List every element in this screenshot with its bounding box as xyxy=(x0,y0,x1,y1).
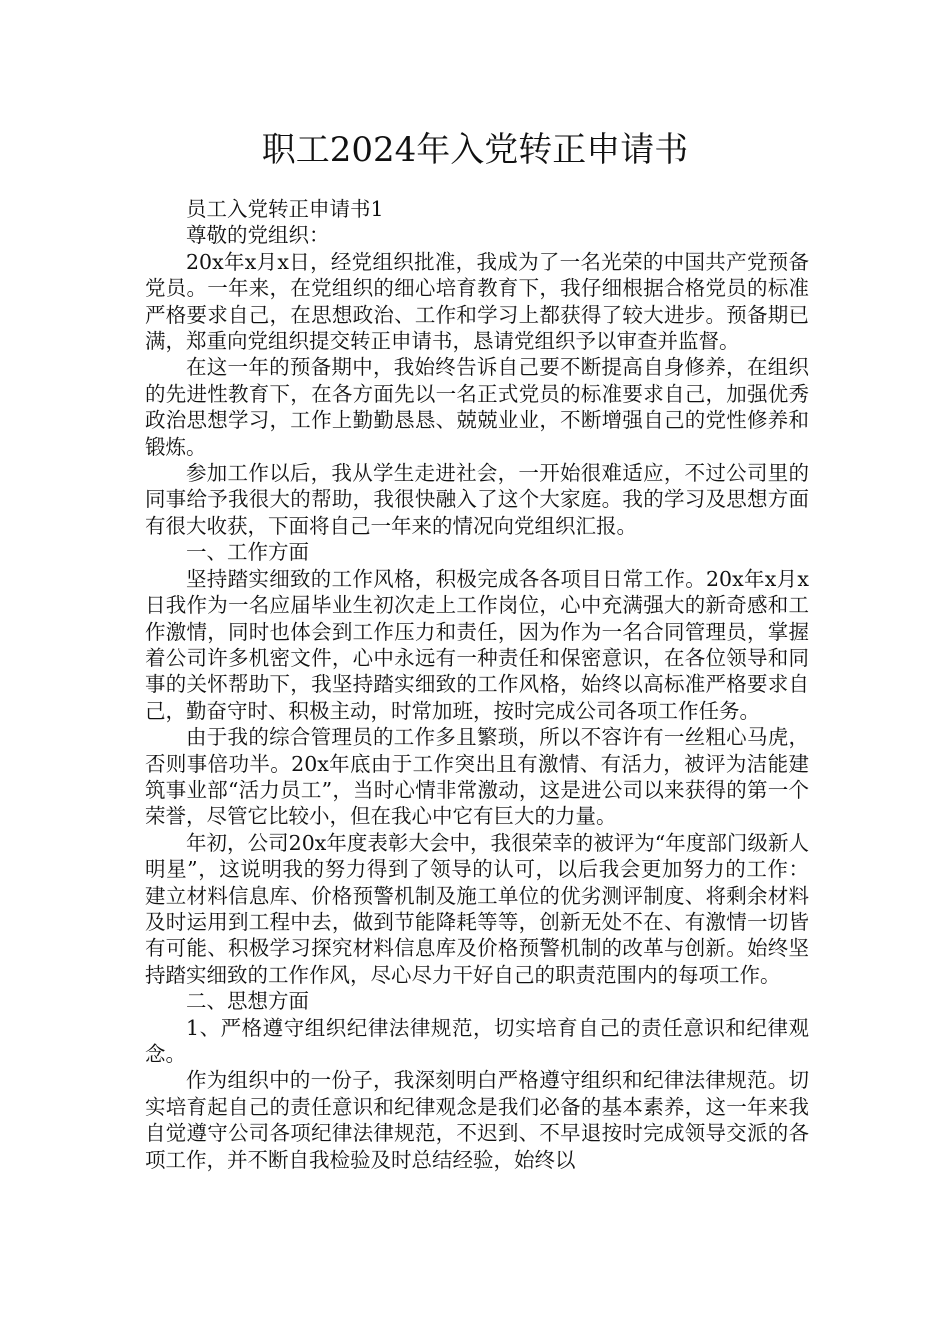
paragraph-heading-line: 员工入党转正申请书1 xyxy=(186,197,384,221)
paragraph: 作为组织中的一份子，我深刻明白严格遵守组织和纪律法律规范。切实培育起自己的责任意识和纪律观念是我们必备的基本素养，这一年来我自觉遵守公司各项纪律法律规范，不迟到、不早退按时完成领导交派的各项工作，并不断自我检验及时总结经验，始终以 xyxy=(145,1068,809,1172)
section-heading-thought: 二、思想方面 xyxy=(186,989,309,1014)
paragraph: 由于我的综合管理员的工作多且繁琐，所以不容许有一丝粗心马虎，否则事倍功半。20x年底由于工作突出且有激情、有活力，被评为洁能建筑事业部“活力员工”，当时心情非常激动，这是进公司以来获得的第一个荣誉，尽管它比较小，但在我心中它有巨大的力量。 xyxy=(145,725,809,829)
paragraph: 在这一年的预备期中，我始终告诉自己要不断提高自身修养，在组织的先进性教育下，在各方面先以一名正式党员的标准要求自己，加强优秀政治思想学习，工作上勤勤恳恳、兢兢业业，不断增强自己的党性修养和锻炼。 xyxy=(145,355,809,459)
paragraph: 年初，公司20x年度表彰大会中，我很荣幸的被评为“年度部门级新人明星”，这说明我的努力得到了领导的认可，以后我会更加努力的工作：建立材料信息库、价格预警机制及施工单位的优劣测评制度、将剩余材料及时运用到工程中去，做到节能降耗等等，创新无处不在、有激情一切皆有可能、积极学习探究材料信息库及价格预警机制的改革与创新。始终坚持踏实细致的工作作风，尽心尽力干好自己的职责范围内的每项工作。 xyxy=(145,830,809,987)
section-heading-work: 一、工作方面 xyxy=(186,540,309,565)
paragraph: 20x年x月x日，经党组织批准，我成为了一名光荣的中国共产党预备党员。一年来，在党组织的细心培育教育下，我仔细根据合格党员的标准严格要求自己，在思想政治、工作和学习上都获得了较大进步。预备期已满，郑重向党组织提交转正申请书，恳请党组织予以审查并监督。 xyxy=(145,249,809,354)
paragraph: 1、严格遵守组织纪律法律规范，切实培育自己的责任意识和纪律观念。 xyxy=(145,1015,809,1066)
document-title: 职工2024年入党转正申请书 xyxy=(261,130,689,170)
document-body xyxy=(145,196,809,1173)
paragraph-salutation: 尊敬的党组织： xyxy=(186,223,330,248)
paragraph: 坚持踏实细致的工作风格，积极完成各各项目日常工作。20x年x月x日我作为一名应届毕业生初次走上工作岗位，心中充满强大的新奇感和工作激情，同时也体会到工作压力和责任，因为作为一名合同管理员，掌握着公司许多机密文件，心中永远有一种责任和保密意识，在各位领导和同事的关怀帮助下，我坚持踏实细致的工作风格，始终以高标准严格要求自己，勤奋守时、积极主动，时常加班，按时完成公司各项工作任务。 xyxy=(145,566,809,723)
paragraph: 参加工作以后，我从学生走进社会，一开始很难适应，不过公司里的同事给予我很大的帮助，我很快融入了这个大家庭。我的学习及思想方面有很大收获，下面将自己一年来的情况向党组织汇报。 xyxy=(145,461,809,538)
